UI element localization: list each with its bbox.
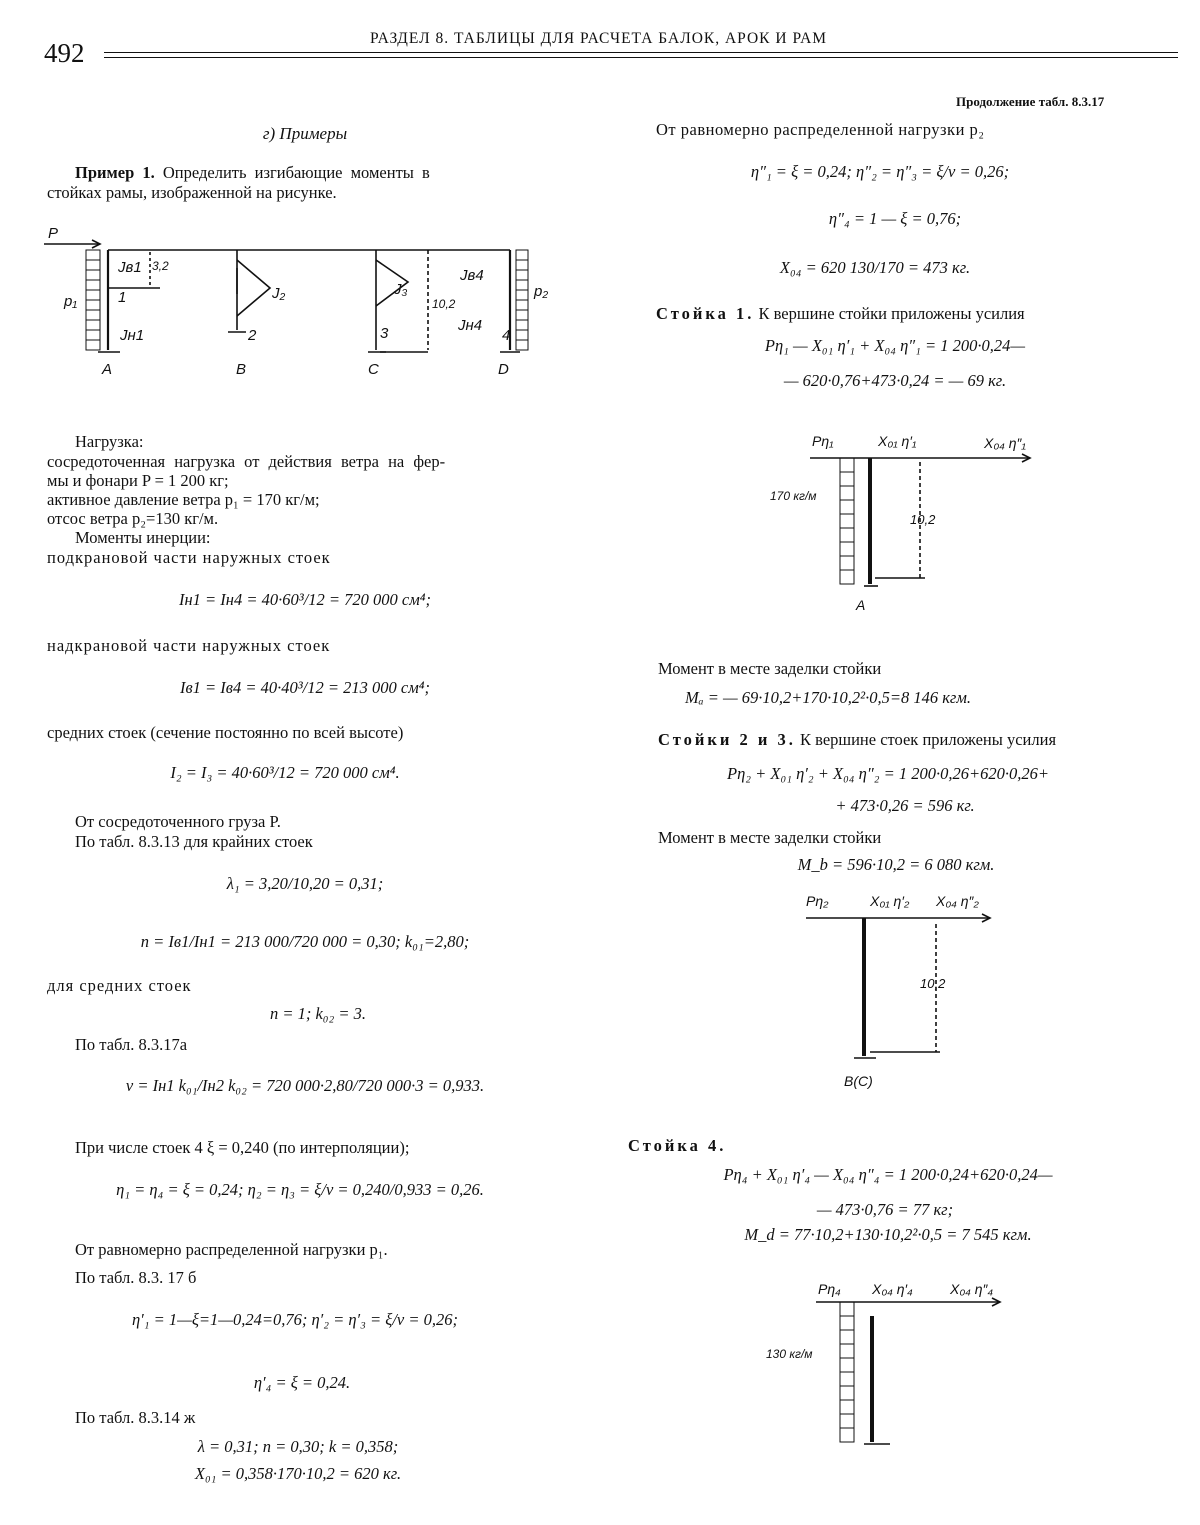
equation: n = 1; k₀₂ = 3. xyxy=(269,1004,367,1023)
equation: M_d = 77·10,2+130·10,2²·0,5 = 7 545 кгм. xyxy=(744,1225,1032,1244)
equation: I₂ = I₃ = 40·60³/12 = 720 000 см⁴. xyxy=(170,763,400,782)
equation: η′₄ = ξ = 0,24. xyxy=(253,1373,351,1392)
text-line: отсос ветра p₂=130 кг/м. xyxy=(47,509,219,528)
label-P: P xyxy=(48,225,59,242)
continuation-label: Продолжение табл. 8.3.17 xyxy=(956,94,1105,109)
stoyka-label: Стойка 4. xyxy=(628,1136,727,1155)
page-number: 492 xyxy=(44,38,85,68)
text-line: При числе стоек 4 ξ = 0,240 (по интерполяции); xyxy=(75,1138,410,1157)
text-line: От равномерно распределенной нагрузки p₂ xyxy=(656,120,985,139)
label-col2: 2 xyxy=(248,327,257,344)
label-height: 10,2 xyxy=(910,512,936,527)
equation: Pη₂ + X₀₁ η′₂ + X₀₄ η″₂ = 1 200·0,26+620·0,26+ xyxy=(727,764,1049,783)
stoyka-label: Стойка 1. xyxy=(656,304,755,323)
text-line: средних стоек (сечение постоянно по всей высоте) xyxy=(47,723,404,742)
equation: λ = 0,31; n = 0,30; k = 0,358; xyxy=(197,1437,399,1456)
equation: Pη₁ — X₀₁ η′₁ + X₀₄ η″₁ = 1 200·0,24— xyxy=(764,336,1026,355)
label-top-right: X₀₄ η″₂ xyxy=(936,893,979,909)
equation: λ₁ = 3,20/10,20 = 0,31; xyxy=(226,874,384,893)
label-Jv4: Jв4 xyxy=(460,267,484,284)
running-title: РАЗДЕЛ 8. ТАБЛИЦЫ ДЛЯ РАСЧЕТА БАЛОК, АРОК И РАМ xyxy=(370,30,828,47)
frame-diagram xyxy=(40,222,560,384)
equation: X₀₄ = 620 130/170 = 473 кг. xyxy=(779,258,971,277)
text-line: Момент в месте заделки стойки xyxy=(658,828,882,847)
text-line xyxy=(658,730,1056,749)
label-B: B xyxy=(236,361,247,378)
label-load: 170 кг/м xyxy=(770,489,817,503)
label-J3: J₃ xyxy=(394,281,408,298)
equation: + 473·0,26 = 596 кг. xyxy=(835,796,975,815)
example-line xyxy=(75,163,430,182)
label-top-right: X₀₄ η″₁ xyxy=(984,435,1026,451)
label-col1: 1 xyxy=(118,289,127,306)
label-D: D xyxy=(498,361,509,378)
label-A: A xyxy=(102,361,113,378)
label-top-left: Pη₄ xyxy=(818,1281,841,1297)
equation: Pη₄ + X₀₁ η′₄ — X₀₄ η″₄ = 1 200·0,24+620·0,24— xyxy=(723,1165,1053,1184)
label-load: 130 кг/м xyxy=(766,1347,813,1361)
equation: η₁ = η₄ = ξ = 0,24; η₂ = η₃ = ξ/ν = 0,240/0,933 = 0,26. xyxy=(116,1180,484,1199)
text-line: По табл. 8.3.13 для крайних стоек xyxy=(75,832,313,851)
text-line: для средних стоек xyxy=(47,976,192,995)
text-line: Момент в месте заделки стойки xyxy=(658,659,882,678)
equation: η″₁ = ξ = 0,24; η″₂ = η″₃ = ξ/ν = 0,26; xyxy=(750,162,1010,181)
label-J2: J₂ xyxy=(272,285,286,302)
equation: Mₐ = — 69·10,2+170·10,2²·0,5=8 146 кгм. xyxy=(685,688,972,707)
label-top-mid: X₀₁ η′₂ xyxy=(870,893,910,909)
label-p1: p₁ xyxy=(64,293,78,310)
equation: η′₁ = 1—ξ=1—0,24=0,76; η′₂ = η′₃ = ξ/ν = 0,26; xyxy=(131,1310,459,1329)
text-line: От сосредоточенного груза P. xyxy=(75,812,281,831)
label-top-left: Pη₁ xyxy=(812,433,834,449)
label-p2: p₂ xyxy=(534,283,549,300)
example-text: стойках рамы, изображенной на рисунке. xyxy=(47,183,337,202)
equation: M_b = 596·10,2 = 6 080 кгм. xyxy=(797,855,995,874)
label-top-mid: X₀₄ η′₄ xyxy=(872,1281,913,1297)
label-Jn1: Jн1 xyxy=(120,327,145,344)
equation: — 473·0,76 = 77 кг; xyxy=(816,1200,954,1219)
stoyka4-diagram xyxy=(760,1272,1020,1452)
label-Jn4: Jн4 xyxy=(458,317,483,334)
text-line: мы и фонари P = 1 200 кг; xyxy=(47,471,229,490)
label-col4: 4 xyxy=(502,327,511,344)
text-line: По табл. 8.3.17а xyxy=(75,1035,188,1054)
equation: n = Iв1/Iн1 = 213 000/720 000 = 0,30; k₀₁=2,80; xyxy=(140,932,470,951)
equation: η″₄ = 1 — ξ = 0,76; xyxy=(828,209,962,228)
label-top-left: Pη₂ xyxy=(806,893,829,909)
label-col3: 3 xyxy=(380,325,389,342)
label-h-upper: 3,2 xyxy=(152,259,169,273)
label-base: B(C) xyxy=(844,1073,873,1089)
label-top-right: X₀₄ η″₄ xyxy=(950,1281,994,1297)
equation: — 620·0,76+473·0,24 = — 69 кг. xyxy=(783,371,1007,390)
text-line: Моменты инерции: xyxy=(75,528,211,547)
example-text: Определить изгибающие моменты в xyxy=(162,163,430,182)
text-line: По табл. 8.3.14 ж xyxy=(75,1408,196,1427)
equation: Iв1 = Iв4 = 40·40³/12 = 213 000 см⁴; xyxy=(180,678,430,697)
label-C: C xyxy=(368,361,379,378)
equation: Iн1 = Iн4 = 40·60³/12 = 720 000 см⁴; xyxy=(178,590,432,609)
stoyka-text: К вершине стойки приложены усилия xyxy=(758,304,1025,323)
stoyka-text: К вершине стоек приложены усилия xyxy=(800,730,1057,749)
label-Jv1: Jв1 xyxy=(118,259,142,276)
header-rule xyxy=(104,57,1178,58)
header-rule xyxy=(104,52,1178,53)
section-heading: г) Примеры xyxy=(262,124,348,143)
text-line xyxy=(656,304,1025,323)
stoyka1-diagram xyxy=(760,428,1060,618)
example-label: Пример 1. xyxy=(75,163,155,182)
text-line: От равномерно распределенной нагрузки p₁. xyxy=(75,1240,388,1259)
label-h-total: 10,2 xyxy=(432,297,456,311)
text-line: подкрановой части наружных стоек xyxy=(47,548,331,567)
label-base: A xyxy=(856,597,866,613)
text-line: активное давление ветра p₁ = 170 кг/м; xyxy=(47,490,320,509)
text-line: По табл. 8.3. 17 б xyxy=(75,1268,197,1287)
equation: ν = Iн1 k₀₁/Iн2 k₀₂ = 720 000·2,80/720 000·3 = 0,933. xyxy=(125,1076,485,1095)
text-line: Нагрузка: xyxy=(75,432,144,451)
label-top-mid: X₀₁ η′₁ xyxy=(878,433,917,449)
text-line: сосредоточенная нагрузка от действия ветра на фер- xyxy=(47,452,446,471)
stoyka-label: Стойки 2 и 3. xyxy=(658,730,796,749)
text-line: надкрановой части наружных стоек xyxy=(47,636,331,655)
stoyka23-diagram xyxy=(790,888,1020,1098)
equation: X₀₁ = 0,358·170·10,2 = 620 кг. xyxy=(194,1464,402,1483)
label-height: 10,2 xyxy=(920,976,946,991)
